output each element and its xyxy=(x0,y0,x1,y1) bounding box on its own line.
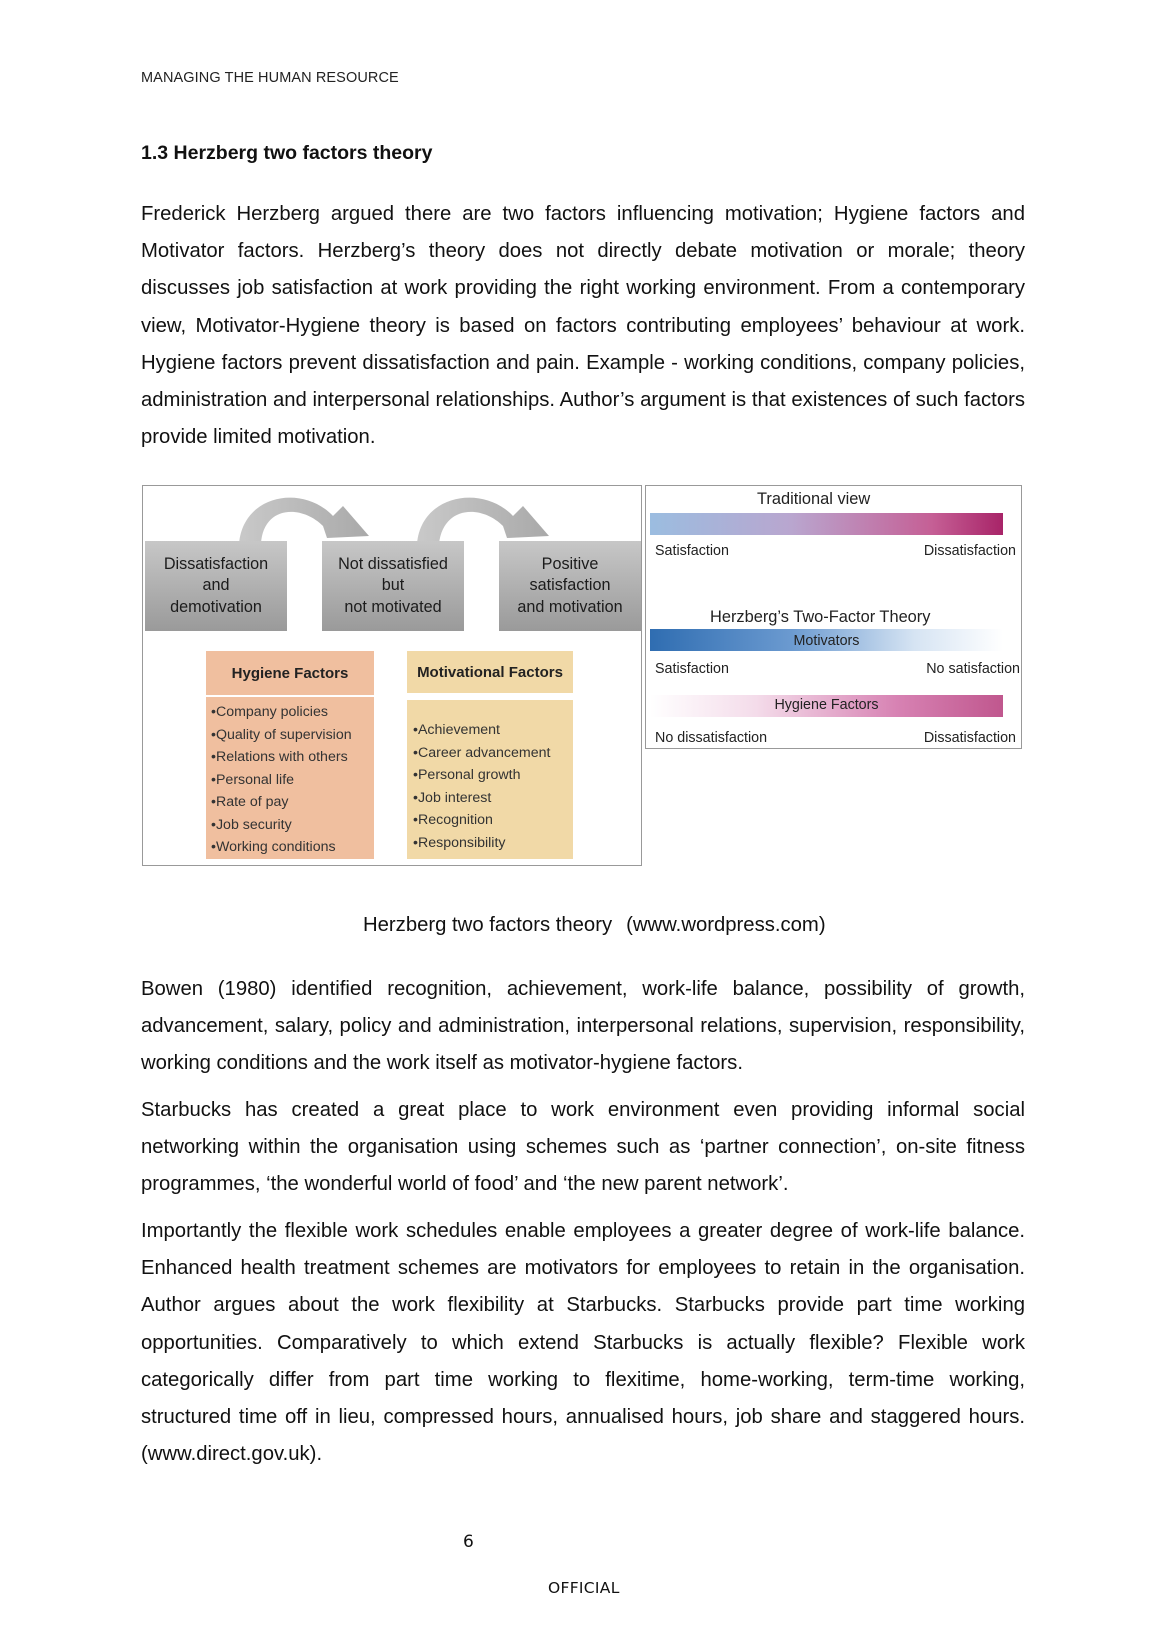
motivators-right-label: No satisfaction xyxy=(926,661,1020,677)
caption-source: (www.wordpress.com) xyxy=(626,914,826,936)
traditional-view-title: Traditional view xyxy=(757,490,871,508)
motivators-left-label: Satisfaction xyxy=(655,661,729,677)
motivators-gradient-bar xyxy=(650,629,1003,651)
running-header: MANAGING THE HUMAN RESOURCE xyxy=(141,70,399,86)
section-title: 1.3 Herzberg two factors theory xyxy=(141,142,433,164)
motivators-label: Motivators xyxy=(793,633,860,649)
herzberg-theory-title: Herzberg’s Two-Factor Theory xyxy=(710,608,931,626)
list-item: •Personal life xyxy=(211,771,295,788)
hygiene-left-label: No dissatisfaction xyxy=(655,730,768,746)
list-item: •Job security xyxy=(211,816,292,833)
paragraph-starbucks-workplace: Starbucks has created a great place to work environment even providing informal social networking within the organisation using schemes such as ‘partner connection’, on-site fitness programmes, ‘the wonderful world of food’ and ‘the new parent network’. xyxy=(141,1099,1025,1196)
herzberg-factors-figure xyxy=(142,485,642,866)
hygiene-gradient-bar xyxy=(650,695,1003,717)
traditional-left-label: Satisfaction xyxy=(655,543,729,559)
paragraph-bowen: Bowen (1980) identified recognition, achievement, work-life balance, possibility of growth, advancement, salary, policy and administration, interpersonal relations, supervision, responsibility, working conditions and the work itself as motivator-hygiene factors. xyxy=(141,978,1025,1075)
classification-label: OFFICIAL xyxy=(548,1579,620,1597)
list-item: •Career advancement xyxy=(413,744,551,761)
list-item: •Working conditions xyxy=(211,839,336,855)
state-not-dissatisfied: Not dissatisfied but not motivated xyxy=(322,541,464,631)
list-item: •Recognition xyxy=(413,812,493,828)
curved-arrow-1 xyxy=(239,498,369,544)
paragraph-flexible-work: Importantly the flexible work schedules enable employees a greater degree of work-life balance. Enhanced health treatment schemes are motivators for employees to retain in the organisation. Author argues about the work flexibility at Starbucks. Starbucks provide part time working opportunities. Comparatively to which extend Starbucks is actually flexible? Flexible work categorically differ from part time working to flexitime, home-working, term-time working, structured time off in lieu, compressed hours, annualised hours, job share and staggered hours.(www.direct.gov.uk). xyxy=(141,1220,1025,1466)
hygiene-factors-title: Hygiene Factors xyxy=(206,651,374,695)
state-dissatisfaction: Dissatisfaction and demotivation xyxy=(145,541,287,631)
hygiene-bar-label: Hygiene Factors xyxy=(774,697,879,713)
hygiene-right-label: Dissatisfaction xyxy=(923,730,1016,746)
list-item: •Job interest xyxy=(413,789,492,806)
list-item: •Relations with others xyxy=(211,749,348,765)
list-item: •Quality of supervision xyxy=(211,726,352,743)
state-positive-satisfaction: Positive satisfaction and motivation xyxy=(499,541,641,631)
traditional-right-label: Dissatisfaction xyxy=(923,543,1016,559)
list-item: •Achievement xyxy=(413,722,500,738)
page-number: 6 xyxy=(463,1532,474,1552)
motivational-factors-title: Motivational Factors xyxy=(407,651,573,693)
paragraph-herzberg-intro: Frederick Herzberg argued there are two factors influencing motivation; Hygiene factors and Motivator factors. Herzberg’s theory does not directly debate motivation or morale; theory discusses job satisfaction at work providing the right working environment. From a contemporary view, Motivator-Hygiene theory is based on factors contributing employees’ behaviour at work. Hygiene factors prevent dissatisfaction and pain. Example - working conditions, company policies, administration and interpersonal relationships. Author’s argument is that existences of such factors provide limited motivation. xyxy=(141,203,1025,449)
list-item: •Company policies xyxy=(211,704,328,720)
motivational-factors-list xyxy=(407,700,573,859)
list-item: •Personal growth xyxy=(413,767,521,783)
traditional-vs-herzberg-figure xyxy=(645,485,1022,749)
list-item: •Responsibility xyxy=(413,834,506,851)
caption-text: Herzberg two factors theory xyxy=(363,914,613,936)
curved-arrows-graphic xyxy=(143,486,643,546)
curved-arrow-2 xyxy=(417,498,549,544)
hygiene-factors-list xyxy=(206,697,374,859)
figure-caption xyxy=(363,914,826,937)
list-item: •Rate of pay xyxy=(211,794,289,810)
traditional-gradient-bar xyxy=(650,513,1003,535)
